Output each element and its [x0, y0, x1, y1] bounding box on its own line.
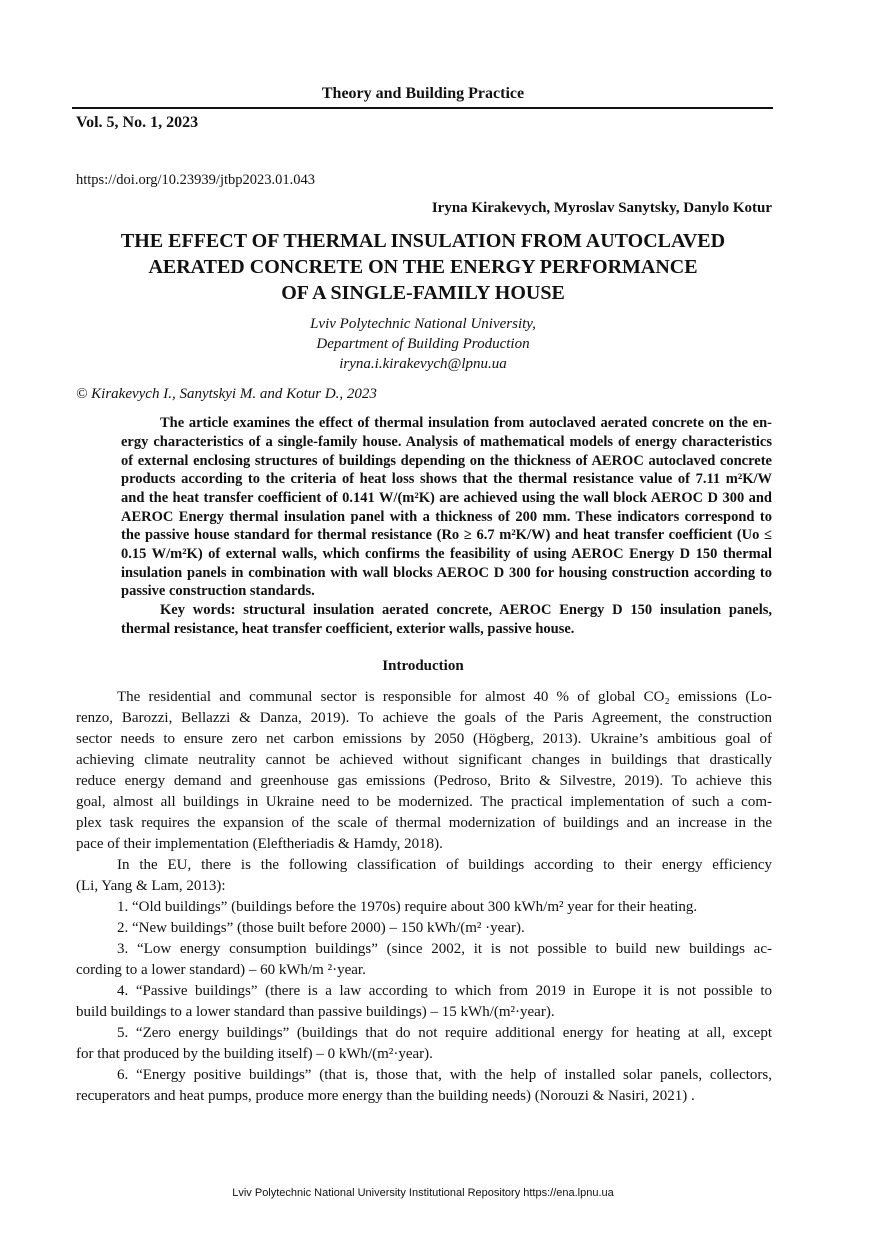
- body-text-line: In the EU, there is the following classification of buildings according to their energy efficiency: [117, 857, 772, 873]
- abstract-line: the passive house standard for thermal resistance (Ro ≥ 6.7 m²K/W) and heat transfer coefficient (Uo ≤: [121, 527, 772, 543]
- body-text-line: 5. “Zero energy buildings” (buildings that do not require additional energy for heating at all, except: [117, 1025, 772, 1041]
- body-text-line: goal, almost all buildings in Ukraine need to be modernized. The practical implementation of such a com-: [76, 794, 772, 810]
- body-text-line: (Li, Yang & Lam, 2013):: [76, 878, 226, 894]
- body-text-line: cording to a lower standard) – 60 kWh/m ²·year.: [76, 962, 366, 978]
- abstract-line: The article examines the effect of thermal insulation from autoclaved aerated concrete on the en-: [160, 415, 772, 431]
- copyright: © Kirakevych I., Sanytskyi M. and Kotur D., 2023: [76, 386, 377, 402]
- doi-link[interactable]: https://doi.org/10.23939/jtbp2023.01.043: [76, 172, 315, 188]
- body-text-line: 6. “Energy positive buildings” (that is, those that, with the help of installed solar panels, collectors,: [117, 1067, 772, 1083]
- abstract-line: Key words: structural insulation aerated concrete, AEROC Energy D 150 insulation panels,: [160, 602, 772, 618]
- body-text-line: achieving climate neutrality cannot be achieved without significant changes in buildings that drastically: [76, 752, 772, 768]
- volume-info: Vol. 5, No. 1, 2023: [76, 114, 199, 131]
- body-text-line: for that produced by the building itself) – 0 kWh/(m²·year).: [76, 1046, 433, 1062]
- body-text-line: 2. “New buildings” (those built before 2000) – 150 kWh/(m² ·year).: [117, 920, 525, 936]
- body-text-line: recuperators and heat pumps, produce more energy than the building needs) (Norouzi & Nasiri, 2021) .: [76, 1088, 695, 1104]
- body-text-line: 3. “Low energy consumption buildings” (since 2002, it is not possible to build new buildings ac-: [117, 941, 772, 957]
- abstract-line: and the heat transfer coefficient of 0.141 W/(m²K) are achieved using the wall block AEROC D 300 and: [121, 490, 772, 506]
- body-text-line: 1. “Old buildings” (buildings before the 1970s) require about 300 kWh/m² year for their heating.: [117, 899, 698, 915]
- body-text-line: plex task requires the expansion of the scale of thermal modernization of buildings and an increase in the: [76, 815, 772, 831]
- affiliation-university: Lviv Polytechnic National University,: [310, 316, 536, 332]
- abstract-line: AEROC Energy thermal insulation panel with a thickness of 200 mm. These indicators correspond to: [121, 509, 772, 525]
- abstract-line: 0.15 W/m²K) of external walls, which confirms the feasibility of using AEROC Energy D 150 thermal: [121, 546, 772, 562]
- author-email[interactable]: iryna.i.kirakevych@lpnu.ua: [339, 356, 507, 372]
- abstract-line: passive construction standards.: [121, 583, 315, 599]
- body-text-line: 4. “Passive buildings” (there is a law according to which from 2019 in Europe it is not possible to: [117, 983, 772, 999]
- body-text-line: sector needs to ensure zero net carbon emissions by 2050 (Högberg, 2013). Ukraine’s ambitious goal of: [76, 731, 772, 747]
- footer-repository: Lviv Polytechnic National University Institutional Repository https://ena.lpnu.ua: [232, 1187, 614, 1199]
- title-line: OF A SINGLE-FAMILY HOUSE: [281, 282, 565, 304]
- affiliation-department: Department of Building Production: [316, 336, 530, 352]
- section-heading-introduction: Introduction: [382, 658, 464, 674]
- header-rule: [72, 107, 773, 109]
- body-text-line: pace of their implementation (Eleftheriadis & Hamdy, 2018).: [76, 836, 443, 852]
- body-text-line: reduce energy demand and greenhouse gas emissions (Pedroso, Brito & Silvestre, 2019). To achieve this: [76, 773, 772, 789]
- abstract-line: ergy characteristics of a single-family house. Analysis of mathematical models of energy characteristics: [121, 434, 772, 450]
- abstract-line: insulation panels in combination with wall blocks AEROC D 300 for housing construction according to: [121, 565, 772, 581]
- body-text-line: The residential and communal sector is responsible for almost 40 % of global CO₂ emissions (Lo-: [117, 689, 772, 705]
- title-line: AERATED CONCRETE ON THE ENERGY PERFORMANCE: [148, 256, 698, 278]
- authors: Iryna Kirakevych, Myroslav Sanytsky, Danylo Kotur: [431, 200, 772, 216]
- journal-title: Theory and Building Practice: [321, 85, 525, 102]
- abstract-line: products according to the criteria of heat loss shows that the thermal resistance value of 7.11 m²K/W: [121, 471, 772, 487]
- body-text-line: renzo, Barozzi, Bellazzi & Danza, 2019). To achieve the goals of the Paris Agreement, the construction: [76, 710, 772, 726]
- abstract-line: of external enclosing structures of buildings depending on the thickness of AEROC autoclaved concrete: [121, 453, 772, 469]
- title-line: THE EFFECT OF THERMAL INSULATION FROM AUTOCLAVED: [120, 230, 726, 252]
- abstract-line: thermal resistance, heat transfer coefficient, exterior walls, passive house.: [121, 621, 575, 637]
- body-text-line: build buildings to a lower standard than passive buildings) – 15 kWh/(m²·year).: [76, 1004, 555, 1020]
